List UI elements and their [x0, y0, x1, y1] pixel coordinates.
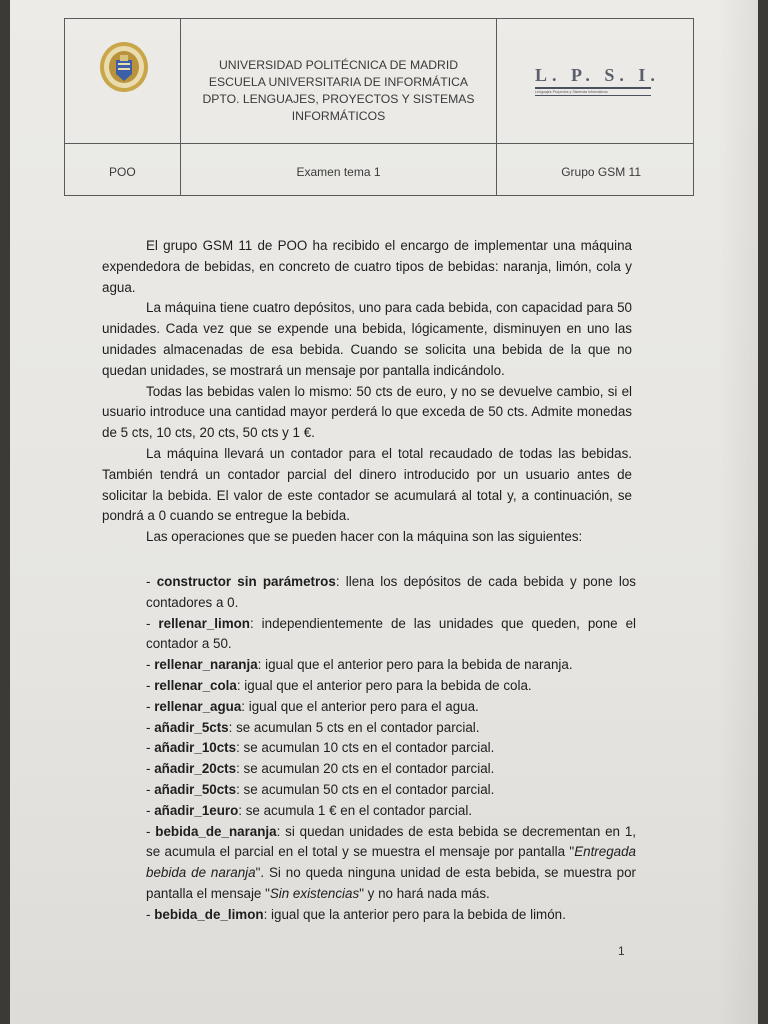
operation-desc: : igual que el anterior pero para la bebida de cola. [236, 677, 532, 693]
operation-item [146, 905, 636, 926]
operation-item [146, 697, 636, 718]
bullet-dash: - [146, 906, 155, 922]
operation-name: rellenar_cola [154, 677, 237, 693]
operation-desc: " y no hará nada más. [359, 885, 490, 901]
logo-rule [535, 95, 651, 96]
lpsi-logo [535, 65, 660, 96]
course-cell [65, 143, 181, 195]
seal-cell [65, 19, 181, 143]
operation-name: constructor sin parámetros [156, 574, 336, 589]
bullet-dash: - [146, 761, 155, 777]
operation-item [146, 738, 636, 759]
operation-item [146, 655, 636, 676]
operation-name: rellenar_limon [158, 615, 250, 631]
bullet-dash: - [146, 823, 156, 839]
exam-title: Examen tema 1 [296, 165, 381, 179]
operation-desc: : se acumulan 5 cts en el contador parcial. [228, 719, 480, 735]
group-cell [497, 143, 693, 195]
operation-name: rellenar_agua [154, 698, 242, 714]
operation-desc: : llena los depósitos de cada bebida y pone los contadores a 0. [146, 574, 636, 610]
paragraph: Todas las bebidas valen lo mismo: 50 cts de euro, y no se devuelve cambio, si el usuario introduce una cantidad mayor perderá lo que exceda de 50 cts. Admite monedas de 5 cts, 10 cts, 20 cts, 50 cts y 1 €. [102, 383, 632, 441]
bullet-dash: - [146, 781, 155, 797]
bullet-dash: - [146, 719, 155, 735]
operation-item [146, 676, 636, 697]
bullet-dash: - [146, 574, 157, 589]
exam-page [10, 0, 758, 1024]
operation-name: añadir_5cts [154, 719, 229, 735]
lpsi-logo-text: L. P. S. I. [535, 65, 660, 85]
institution-line: ESCUELA UNIVERSITARIA DE INFORMÁTICA [208, 75, 469, 89]
bullet-dash: - [146, 615, 159, 631]
operation-name: añadir_50cts [154, 781, 237, 797]
bullet-dash: - [146, 698, 155, 714]
operation-desc: : igual que el anterior pero para el agua. [241, 698, 479, 714]
operation-desc: : igual que la anterior pero para la bebida de limón. [263, 906, 566, 922]
operation-item [146, 780, 636, 801]
paragraph: Las operaciones que se pueden hacer con la máquina son las siguientes: [146, 529, 583, 545]
operation-desc: : si quedan unidades de esta bebida se decrementan en 1, se acumula el parcial en el total y se muestra el mensaje por pantalla " [146, 823, 636, 860]
lpsi-logo-subtitle: Lenguajes Proyectos y Sistemas Informáticos [535, 90, 608, 94]
operation-item [146, 759, 636, 780]
institution-line: UNIVERSIDAD POLITÉCNICA DE MADRID [218, 58, 459, 72]
operation-desc: : se acumulan 10 cts en el contador parcial. [236, 740, 495, 756]
exam-cell [181, 143, 497, 195]
course-label: POO [109, 165, 136, 179]
operation-item [146, 614, 636, 656]
bullet-dash: - [146, 802, 155, 818]
university-seal-icon [99, 41, 149, 93]
operation-item [146, 822, 636, 905]
bullet-dash: - [146, 657, 155, 673]
operation-item [146, 572, 636, 614]
header-row-bottom [65, 143, 693, 195]
operation-desc: : independientemente de las unidades que queden, pone el contador a 50. [146, 615, 636, 652]
operation-name: añadir_1euro [154, 802, 239, 818]
operation-desc: ". Si no queda ninguna unidad de esta bebida, se muestra por pantalla el mensaje " [146, 865, 637, 901]
institution-name [181, 57, 496, 125]
logo-rule [535, 87, 651, 89]
header-table [64, 18, 694, 196]
page-number: 1 [618, 944, 625, 958]
operation-item [146, 718, 636, 739]
operation-name: bebida_de_naranja [155, 823, 277, 839]
operation-name: rellenar_naranja [154, 657, 258, 673]
institution-cell [181, 19, 497, 143]
paragraph: El grupo GSM 11 de POO ha recibido el encargo de implementar una máquina expendedora de bebidas, en concreto de cuatro tipos de bebidas: naranja, limón, cola y agua. [102, 238, 632, 295]
operation-item [146, 801, 636, 822]
operation-name: añadir_20cts [154, 761, 237, 777]
header-row-top [65, 19, 693, 144]
operation-desc: : se acumula 1 € en el contador parcial. [238, 802, 473, 818]
operation-name: bebida_de_limon [154, 906, 264, 922]
message-quote: Sin existencias [269, 885, 360, 901]
group-label: Grupo GSM 11 [561, 165, 641, 179]
paragraph: La máquina tiene cuatro depósitos, uno para cada bebida, con capacidad para 50 unidades. Cada vez que se expende una bebida, lógicamente, disminuyen en uno las unidades almacenadas de esa bebida. Cuando se solicita una bebida de la que no quedan unidades, se mostrará un mensaje por pantalla indicándolo. [102, 300, 632, 378]
institution-line: DPTO. LENGUAJES, PROYECTOS Y SISTEMAS [202, 92, 475, 106]
statement-text [102, 236, 632, 548]
operation-name: añadir_10cts [154, 740, 237, 756]
logo-cell [497, 19, 693, 143]
operations-list [146, 572, 636, 926]
bullet-dash: - [146, 740, 155, 756]
bullet-dash: - [146, 677, 155, 693]
message-quote: Entregada bebida de naranja [146, 844, 636, 881]
operation-desc: : igual que el anterior pero para la bebida de naranja. [257, 657, 573, 673]
operation-desc: : se acumulan 20 cts en el contador parcial. [236, 761, 495, 777]
operation-desc: : se acumulan 50 cts en el contador parcial. [236, 781, 495, 797]
paragraph: La máquina llevará un contador para el total recaudado de todas las bebidas. También tendrá un contador parcial del dinero introducido por un usuario antes de solicitar la bebida. El valor de este contador se acumulará al total y, a continuación, se pondrá a 0 cuando se entregue la bebida. [102, 445, 632, 524]
institution-line: INFORMÁTICOS [291, 109, 386, 123]
